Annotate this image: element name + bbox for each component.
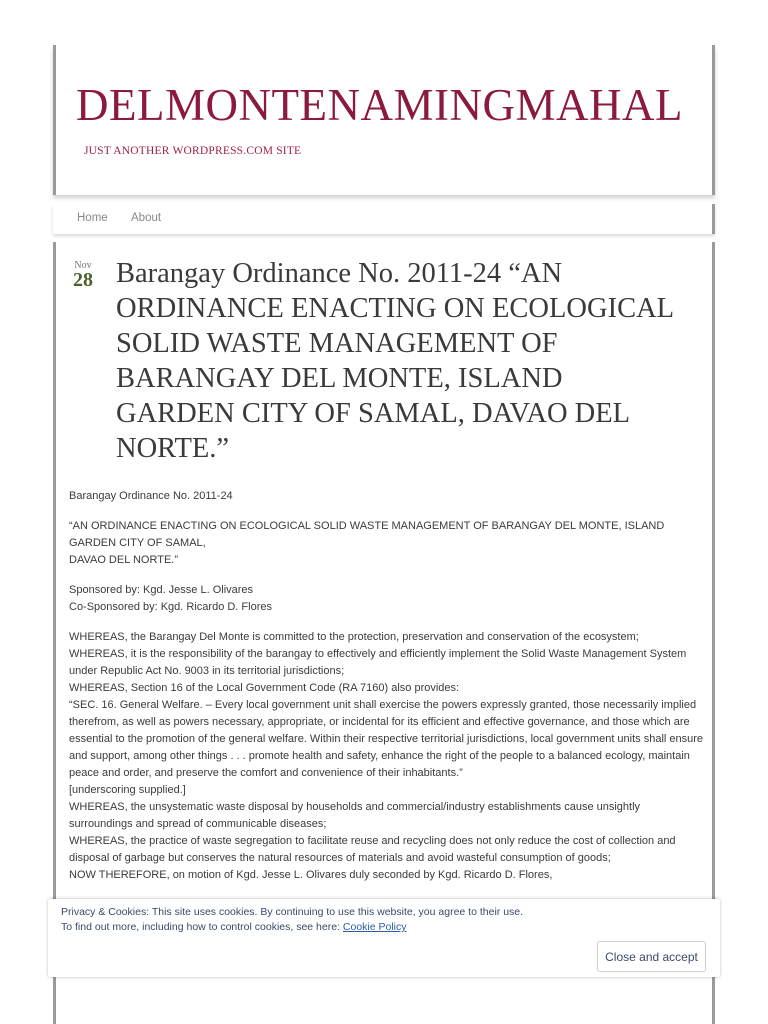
post-body bbox=[69, 488, 705, 884]
whereas-clause: WHEREAS, the unsystematic waste disposal by households and commercial/industry establishments cause unsightly surroundings and spread of communicable diseases; bbox=[69, 801, 641, 830]
nav-about-link[interactable]: About bbox=[131, 212, 162, 224]
underscoring-note: [underscoring supplied.] bbox=[69, 784, 186, 796]
close-and-accept-button[interactable]: Close and accept bbox=[597, 941, 706, 972]
whereas-clause: WHEREAS, the practice of waste segregation to facilitate reuse and recycling does not only reduce the cost of collection and disposal of garbage but conserves the natural resources of materials and avoid wasteful consumption of goods; bbox=[69, 835, 676, 864]
whereas-clause: WHEREAS, the Barangay Del Monte is committed to the protection, preservation and conservation of the ecosystem; bbox=[69, 631, 639, 643]
main-navigation bbox=[53, 204, 715, 234]
sponsor-line: Sponsored by: Kgd. Jesse L. Olivares bbox=[69, 584, 254, 596]
section-16-quote: “SEC. 16. General Welfare. – Every local government unit shall exercise the powers expressly granted, those necessarily implied therefrom, as well as powers necessary, appropriate, or incidental for its efficient and effective governance, and those which are essential to the promotion of the general welfare. Within their respective territorial jurisdictions, local government units shall ensure and support, among other things . . . promote health and safety, enhance the right of the people to a balanced ecology, maintain peace and order, and preserve the comfort and convenience of their inhabitants.” bbox=[69, 699, 704, 779]
post-paragraph bbox=[69, 518, 705, 569]
post-date-day: 28 bbox=[73, 269, 93, 291]
post-paragraph bbox=[69, 582, 705, 616]
cookie-banner bbox=[48, 899, 720, 977]
cosponsor-line: Co-Sponsored by: Kgd. Ricardo D. Flores bbox=[69, 601, 272, 613]
ordinance-title-line: DAVAO DEL NORTE.” bbox=[69, 554, 179, 566]
post-date bbox=[70, 260, 96, 292]
post-paragraph: Barangay Ordinance No. 2011-24 bbox=[69, 490, 233, 502]
cookie-notice-line: Privacy & Cookies: This site uses cookies. By continuing to use this website, you agree to their use. bbox=[61, 906, 524, 918]
now-therefore-clause: NOW THEREFORE, on motion of Kgd. Jesse L. Olivares duly seconded by Kgd. Ricardo D. Flores, bbox=[69, 869, 553, 881]
whereas-clause: WHEREAS, it is the responsibility of the barangay to effectively and efficiently implement the Solid Waste Management System under Republic Act No. 9003 in its territorial jurisdictions; bbox=[69, 648, 687, 677]
site-tagline: JUST ANOTHER WORDPRESS.COM SITE bbox=[84, 145, 302, 157]
cookie-banner-text bbox=[61, 905, 523, 935]
post-title[interactable]: Barangay Ordinance No. 2011-24 “AN ORDINANCE ENACTING ON ECOLOGICAL SOLID WASTE MANAGEMENT OF BARANGAY DEL MONTE, ISLAND GARDEN CITY OF SAMAL, DAVAO DEL NORTE.” bbox=[116, 258, 674, 464]
post-date-month: Nov bbox=[74, 260, 92, 271]
ordinance-title-line: “AN ORDINANCE ENACTING ON ECOLOGICAL SOLID WASTE MANAGEMENT OF BARANGAY DEL MONTE, ISLAND GARDEN CITY OF SAMAL, bbox=[69, 520, 665, 549]
cookie-policy-link[interactable]: Cookie Policy bbox=[342, 921, 407, 933]
site-header bbox=[53, 45, 715, 195]
cookie-info-prefix: To find out more, including how to control cookies, see here: bbox=[61, 921, 343, 933]
site-title[interactable]: DELMONTENAMINGMAHAL bbox=[76, 80, 683, 130]
whereas-clause: WHEREAS, Section 16 of the Local Government Code (RA 7160) also provides: bbox=[69, 682, 460, 694]
nav-home-link[interactable]: Home bbox=[77, 212, 108, 224]
